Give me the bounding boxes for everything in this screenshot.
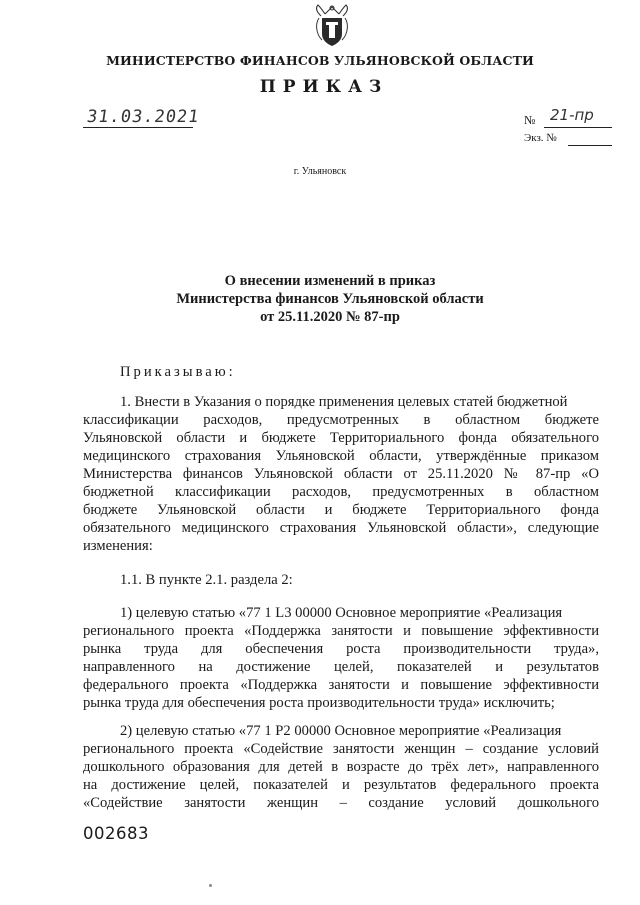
paragraph-1-1: 1.1. В пункте 2.1. раздела 2: bbox=[120, 572, 293, 588]
order-subject bbox=[0, 272, 640, 326]
document-serial-number: 002683 bbox=[83, 824, 149, 843]
copy-label: Экз. № bbox=[524, 132, 557, 144]
text-line: классификации расходов, предусмотренных в областном бюджете bbox=[83, 412, 599, 428]
paragraph-1 bbox=[83, 393, 599, 555]
paragraph-1-1-item-1 bbox=[83, 604, 599, 712]
handwritten-date: 31.03.2021 bbox=[85, 107, 201, 127]
copy-number-field bbox=[524, 132, 614, 148]
subject-line: от 25.11.2020 № 87-пр bbox=[260, 309, 400, 325]
text-line: 1) целевую статью «77 1 L3 00000 Основное мероприятие «Реализация bbox=[120, 605, 563, 621]
coat-of-arms-emblem-icon bbox=[313, 4, 351, 48]
text-line: медицинского страхования Ульяновской области, утверждённые приказом bbox=[83, 448, 599, 464]
text-line: дошкольного образования для детей в возрасте до трёх лет», направленного bbox=[83, 759, 599, 775]
document-type-title: ПРИКАЗ bbox=[259, 77, 389, 97]
number-label: № bbox=[524, 113, 536, 127]
order-number-field bbox=[524, 106, 614, 129]
text-line: регионального проекта «Содействие занятости женщин – создание условий bbox=[83, 741, 599, 757]
text-line: на достижение целей, показателей и результатов федерального проекта bbox=[83, 777, 599, 793]
ministry-name: МИНИСТЕРСТВО ФИНАНСОВ УЛЬЯНОВСКОЙ ОБЛАСТИ bbox=[106, 53, 534, 68]
text-line: «Содействие занятости женщин – создание условий дошкольного bbox=[83, 795, 599, 811]
city: г. Ульяновск bbox=[293, 166, 347, 177]
text-line: 2) целевую статью «77 1 P2 00000 Основное мероприятие «Реализация bbox=[120, 723, 562, 739]
text-line: направленного на достижение целей, показателей и результатов bbox=[83, 659, 599, 675]
paragraph-1-1-item-2 bbox=[83, 722, 599, 812]
scan-speck bbox=[209, 884, 212, 887]
text-line: бюджете Ульяновской области и бюджете Территориального фонда bbox=[83, 502, 599, 518]
text-line: обязательного медицинского страхования Ульяновской области», следующие bbox=[83, 520, 599, 536]
subject-line: Министерства финансов Ульяновской области bbox=[176, 291, 484, 307]
text-line: Ульяновской области и бюджете Территориального фонда обязательного bbox=[83, 430, 599, 446]
handwritten-number: 21-пр bbox=[550, 106, 594, 124]
text-line: федерального проекта «Поддержка занятости и повышение эффективности bbox=[83, 677, 599, 693]
prikazyvayu-heading: Приказываю: bbox=[120, 364, 236, 380]
text-line: регионального проекта «Поддержка занятости и повышение эффективности bbox=[83, 623, 599, 639]
text-line: рынка труда для обеспечения роста производительности труда» исключить; bbox=[83, 695, 555, 711]
text-line: 1. Внести в Указания о порядке применения целевых статей бюджетной bbox=[120, 394, 568, 410]
subject-line: О внесении изменений в приказ bbox=[224, 273, 436, 289]
date-field bbox=[83, 107, 201, 128]
text-line: Министерства финансов Ульяновской области от 25.11.2020 № 87-пр «О bbox=[83, 466, 599, 482]
text-line: рынка труда для обеспечения роста производительности труда», bbox=[83, 641, 599, 657]
text-line: бюджетной классификации расходов, предусмотренных в областном bbox=[83, 484, 599, 500]
text-line: изменения: bbox=[83, 538, 153, 554]
